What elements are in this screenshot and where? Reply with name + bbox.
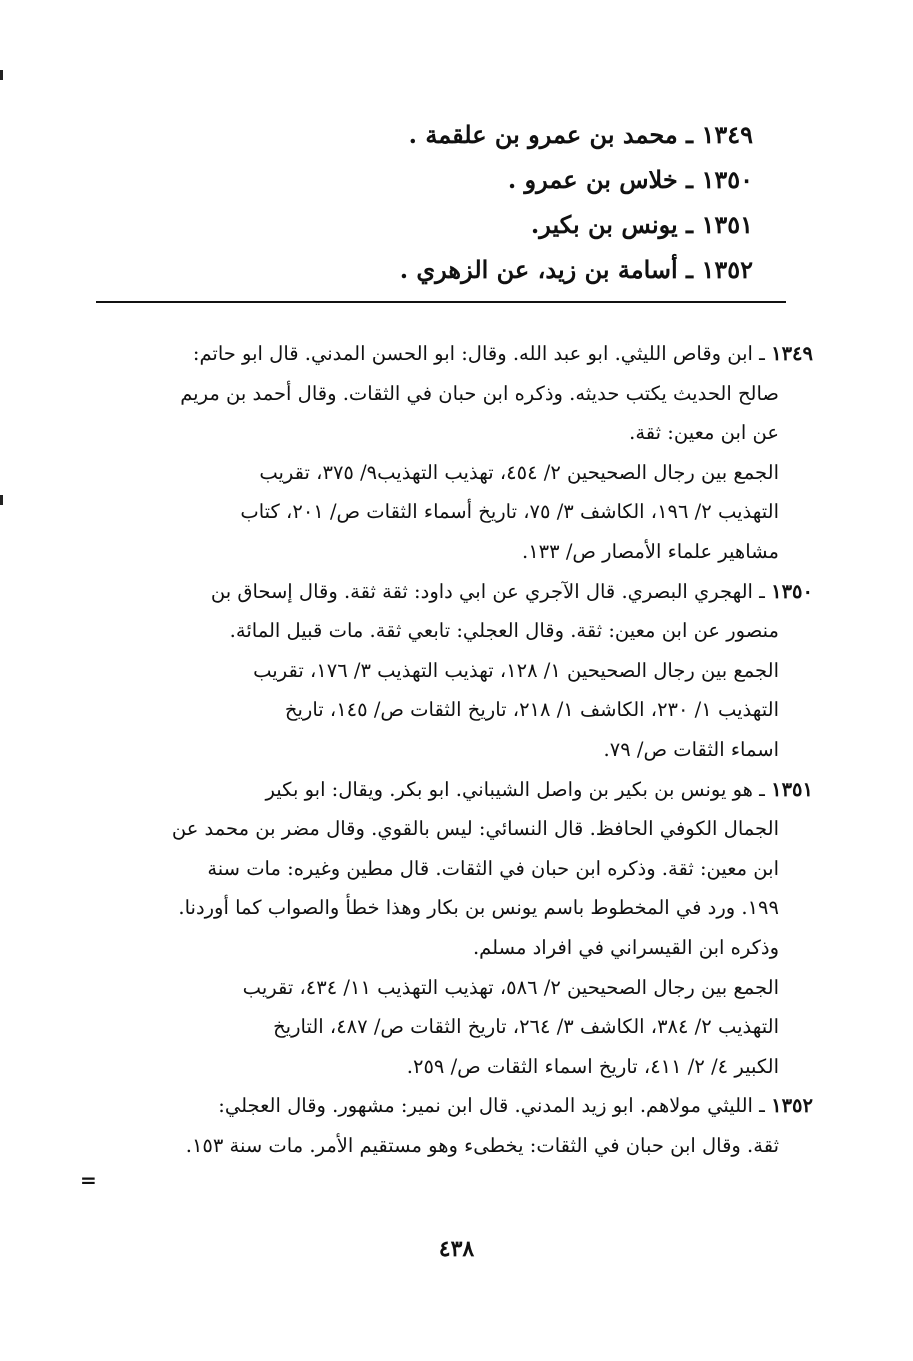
footnote-number: ١٣٤٩	[771, 342, 813, 365]
scan-artifact	[0, 495, 3, 505]
footnote-text: ـ الليثي مولاهم. ابو زيد المدني. قال ابن نمير: مشهور. وقال العجلي:	[218, 1094, 765, 1118]
footnote-text: ـ ابن وقاص الليثي. ابو عبد الله. وقال: ابو الحسن المدني. قال ابو حاتم:	[192, 342, 765, 365]
footnote-line: ١٩٩. ورد في المخطوط باسم يونس بن بكار وهذا خطأ والصواب كما أوردنا.	[178, 896, 779, 920]
footnote-text: ـ هو يونس بن بكير بن واصل الشيباني. ابو بكر. ويقال: ابو بكير	[265, 777, 765, 801]
footnote-1352	[98, 1086, 813, 1165]
footnote-line: ابن معين: ثقة. وذكره ابن حبان في الثقات. قال مطين وغيره: مات سنة	[207, 856, 779, 880]
continuation-mark: =	[80, 1168, 97, 1192]
footnote-line	[98, 572, 813, 612]
footnote-line	[98, 770, 813, 810]
entry-list	[193, 112, 753, 292]
footnote-text: ـ الهجري البصري. قال الآجري عن ابي داود: ثقة ثقة. وقال إسحاق بن	[210, 579, 765, 603]
footnote-references: الجمع بين رجال الصحيحين ٢/ ٤٥٤، تهذيب التهذيب٩/ ٣٧٥، تقريب	[259, 460, 779, 484]
footnote-line: منصور عن ابن معين: ثقة. وقال العجلي: تابعي ثقة. مات قبيل المائة.	[229, 619, 779, 643]
footnote-1351	[98, 770, 813, 1087]
footnote-line: الجمال الكوفي الحافظ. قال النسائي: ليس بالقوي. وقال مضر بن محمد عن	[171, 817, 779, 841]
entry-1349: ١٣٤٩ ـ محمد بن عمرو بن علقمة .	[408, 120, 753, 149]
footnote-references: الكبير ٤/ ٢/ ٤١١، تاريخ اسماء الثقات ص/ ٢٥٩.	[406, 1054, 779, 1078]
footnote-references: التهذيب ٢/ ٣٨٤، الكاشف ٣/ ٢٦٤، تاريخ الثقات ص/ ٤٨٧، التاريخ	[273, 1015, 779, 1039]
entry-1352: ١٣٥٢ ـ أسامة بن زيد، عن الزهري .	[399, 255, 753, 284]
footnotes	[98, 334, 813, 1165]
footnote-line: ثقة. وقال ابن حبان في الثقات: يخطىء وهو مستقيم الأمر. مات سنة ١٥٣.	[185, 1133, 779, 1157]
footnote-line: صالح الحديث يكتب حديثه. وذكره ابن حبان في الثقات. وقال أحمد بن مريم	[180, 381, 779, 405]
footnote-references: الجمع بين رجال الصحيحين ٢/ ٥٨٦، تهذيب التهذيب ١١/ ٤٣٤، تقريب	[242, 975, 779, 999]
footnote-number: ١٣٥٠	[771, 579, 813, 603]
entry-1351: ١٣٥١ ـ يونس بن بكير.	[530, 210, 753, 239]
footnote-line	[98, 334, 813, 374]
entry-1350: ١٣٥٠ ـ خلاس بن عمرو .	[507, 165, 753, 194]
page-number: ٤٣٨	[438, 1236, 475, 1262]
footnote-references: التهذيب ٢/ ١٩٦، الكاشف ٣/ ٧٥، تاريخ أسماء الثقات ص/ ٢٠١، كتاب	[240, 500, 779, 524]
footnote-separator	[96, 301, 786, 303]
footnote-line: عن ابن معين: ثقة.	[629, 421, 779, 445]
footnote-references: اسماء الثقات ص/ ٧٩.	[603, 737, 779, 761]
footnote-1350	[98, 572, 813, 770]
footnote-references: التهذيب ١/ ٢٣٠، الكاشف ١/ ٢١٨، تاريخ الثقات ص/ ١٤٥، تاريخ	[284, 698, 779, 722]
footnote-references: مشاهير علماء الأمصار ص/ ١٣٣.	[522, 539, 779, 563]
footnote-number: ١٣٥٢	[771, 1094, 813, 1118]
footnote-1349	[98, 334, 813, 572]
scan-artifact	[0, 70, 3, 80]
footnote-line	[98, 1086, 813, 1126]
footnote-number: ١٣٥١	[771, 777, 813, 801]
footnote-references: الجمع بين رجال الصحيحين ١/ ١٢٨، تهذيب التهذيب ٣/ ١٧٦، تقريب	[253, 658, 779, 682]
footnote-line: وذكره ابن القيسراني في افراد مسلم.	[472, 935, 779, 959]
